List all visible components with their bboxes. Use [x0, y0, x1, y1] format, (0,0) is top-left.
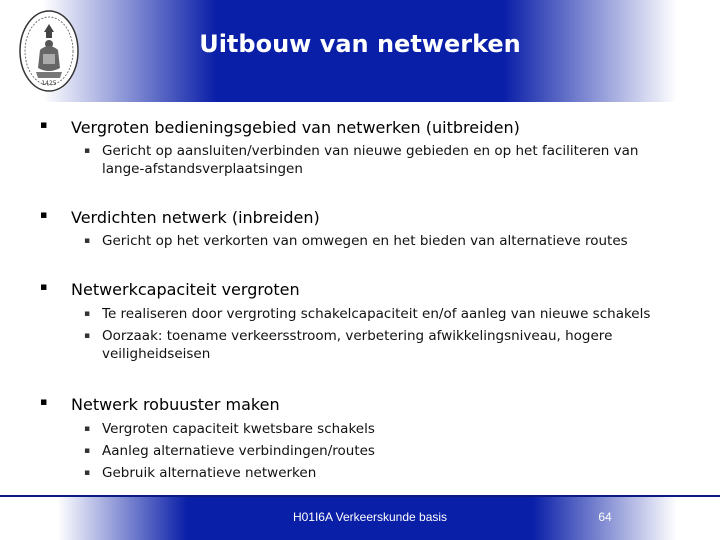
slide-title: Uitbouw van netwerken — [199, 30, 521, 58]
square-bullet-icon: ▪ — [84, 331, 91, 341]
square-bullet-icon: ▪ — [84, 146, 91, 156]
square-bullet-icon: ▪ — [84, 468, 91, 478]
page-number: 64 — [598, 510, 612, 524]
course-name: H01I6A Verkeerskunde basis — [292, 510, 448, 524]
square-bullet-icon: ▪ — [84, 309, 91, 319]
bullet-text: Netwerkcapaciteit vergroten — [71, 280, 300, 299]
sub-bullet-text: Aanleg alternatieve verbindingen/routes — [102, 443, 375, 459]
square-bullet-icon: ▪ — [40, 395, 48, 408]
bullet-text: Verdichten netwerk (inbreiden) — [71, 208, 320, 227]
svg-text:1425: 1425 — [41, 80, 57, 87]
square-bullet-icon: ▪ — [84, 236, 91, 246]
sub-bullet-text: Gericht op aansluiten/verbinden van nieuwe gebieden en op het faciliteren van lange-afstandsverplaatsingen — [102, 143, 639, 177]
footer-divider — [0, 495, 720, 497]
bullet-text: Netwerk robuuster maken — [71, 395, 280, 414]
square-bullet-icon: ▪ — [40, 118, 48, 131]
bullet-text: Vergroten bedieningsgebied van netwerken (uitbreiden) — [71, 118, 520, 137]
sub-bullet-text: Gebruik alternatieve netwerken — [102, 465, 317, 481]
sub-bullet-text: Gericht op het verkorten van omwegen en het bieden van alternatieve routes — [102, 233, 628, 249]
square-bullet-icon: ▪ — [40, 208, 48, 221]
slide-footer — [0, 495, 720, 540]
square-bullet-icon: ▪ — [84, 424, 91, 434]
sub-bullet-text: Vergroten capaciteit kwetsbare schakels — [102, 421, 375, 437]
square-bullet-icon: ▪ — [40, 280, 48, 293]
slide-header — [0, 0, 720, 102]
sub-bullet-text: Oorzaak: toename verkeersstroom, verbetering afwikkelingsniveau, hogere veiligheidseisen — [102, 328, 613, 362]
sub-bullet-text: Te realiseren door vergroting schakelcapaciteit en/of aanleg van nieuwe schakels — [102, 306, 651, 322]
square-bullet-icon: ▪ — [84, 446, 91, 456]
